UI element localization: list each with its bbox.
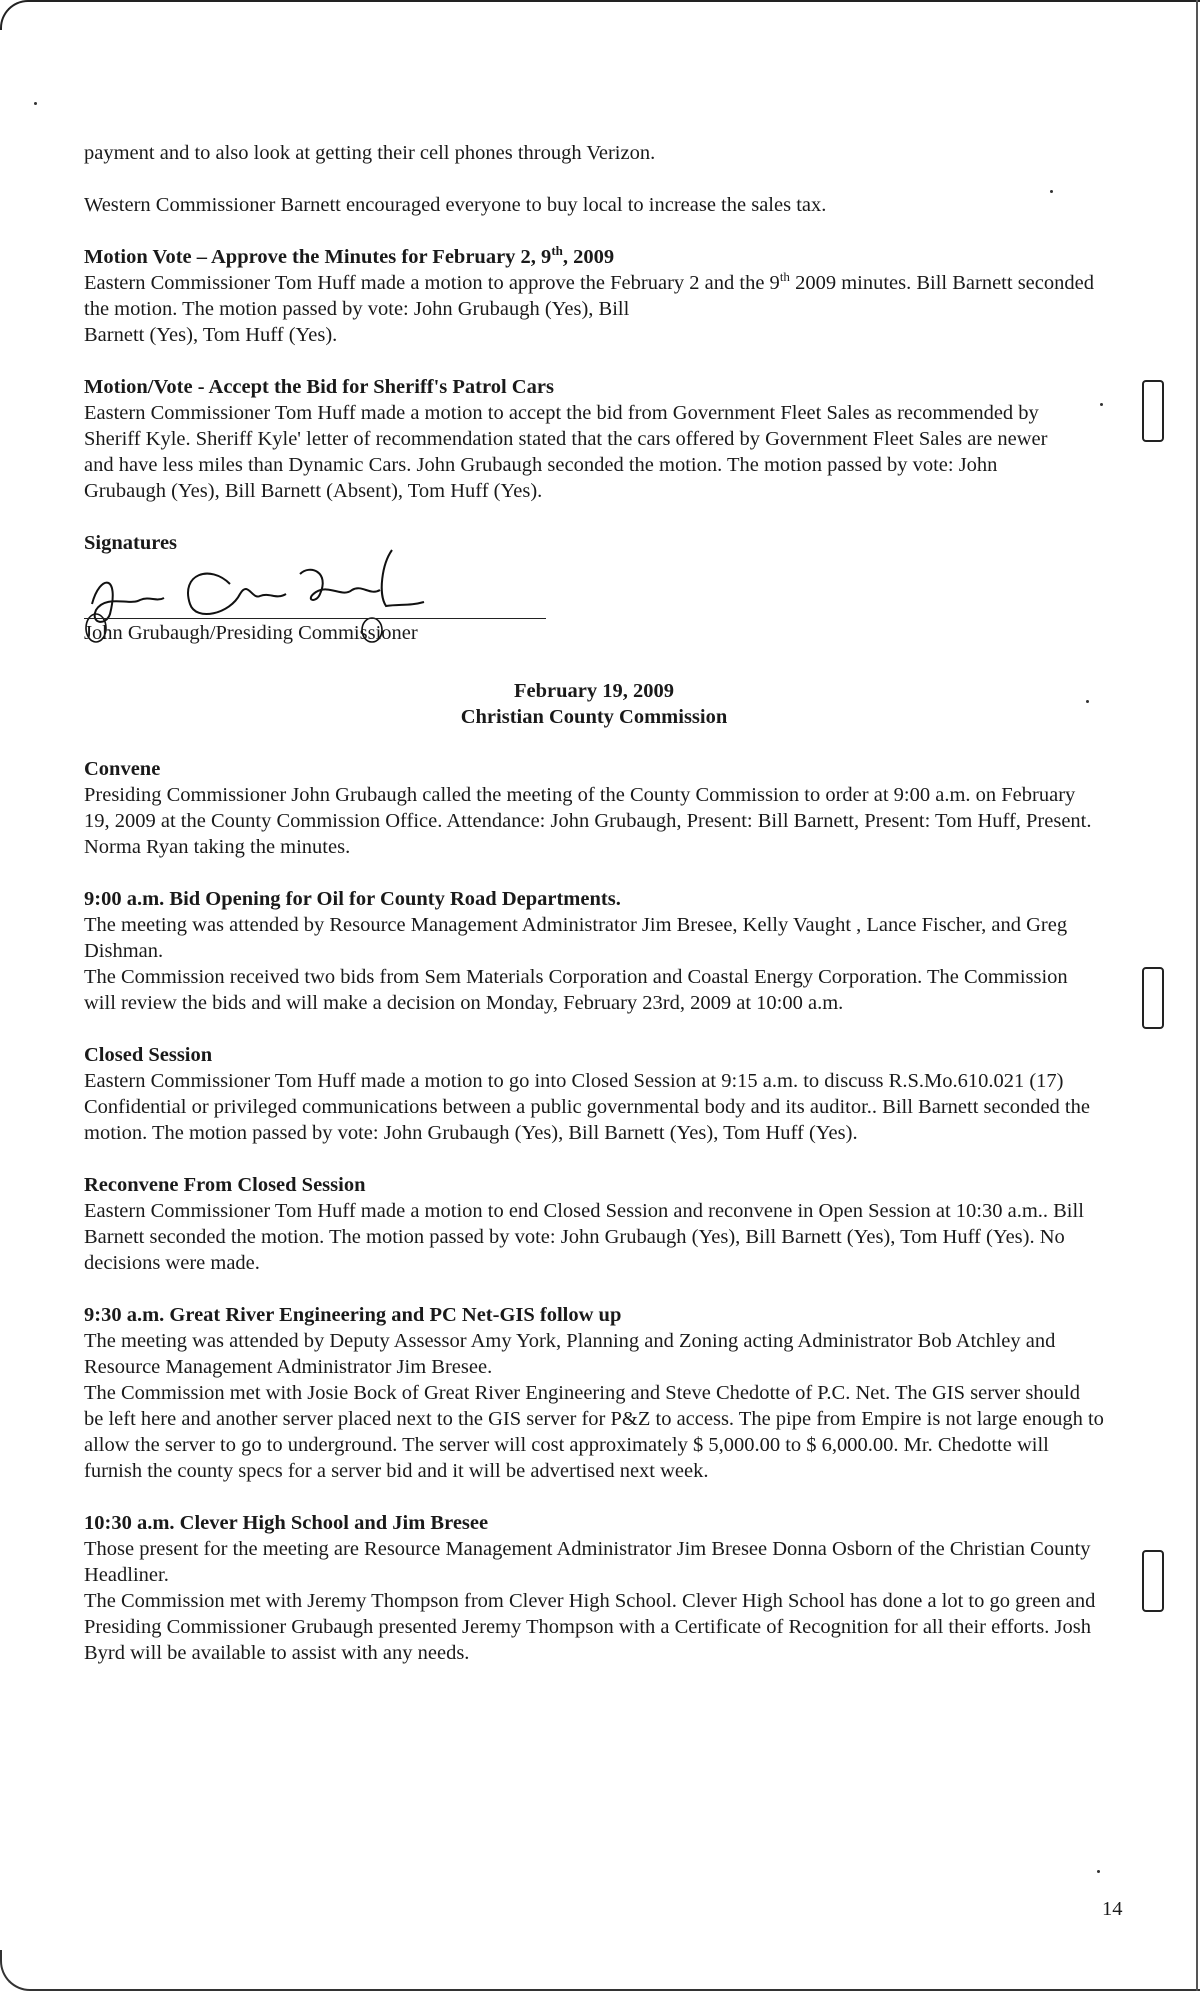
scan-edge-right [1196,0,1198,1991]
section-heading: 10:30 a.m. Clever High School and Jim Bresee [84,1512,489,1534]
section-convene [84,756,1104,860]
section-heading: Reconvene From Closed Session [84,1174,366,1196]
binder-hole-mark [1142,380,1164,442]
section-heading: Closed Session [84,1044,213,1066]
intro-line-1: payment and to also look at getting their cell phones through Verizon. [84,142,656,164]
section-heading: Motion/Vote - Accept the Bid for Sheriff's Patrol Cars [84,376,554,398]
section-clever-high [84,1510,1104,1666]
document-page [84,140,1104,1692]
section-body: Eastern Commissioner Tom Huff made a motion to accept the bid from Government Fleet Sales as recommended by Sheriff Kyle. Sheriff Kyle' letter of recommendation stated that the cars offered by Government Fleet Sales are newer and have less miles than Dynamic Cars. John Grubaugh seconded the motion. The motion passed by vote: John Grubaugh (Yes), Bill Barnett (Absent), Tom Huff (Yes). [84,402,1048,502]
section-great-river [84,1302,1104,1484]
intro-line-2: Western Commissioner Barnett encouraged everyone to buy local to increase the sales tax. [84,194,827,216]
meeting-header [84,678,1104,730]
signature-line [84,618,546,619]
scan-edge-bottom [0,1950,1200,1991]
binder-hole-mark [1142,1550,1164,1612]
section-body: The Commission received two bids from Sem Materials Corporation and Coastal Energy Corporation. The Commission will review the bids and will make a decision on Monday, February 23rd, 2009 at 10:00 a.m. [84,966,1068,1014]
section-body: The meeting was attended by Deputy Assessor Amy York, Planning and Zoning acting Administrator Bob Atchley and Resource Management Administrator Jim Bresee. [84,1330,1056,1378]
section-body: Eastern Commissioner Tom Huff made a motion to approve the February 2 and the 9th 2009 minutes. Bill Barnett seconded the motion. The motion passed by vote: John Grubaugh (Yes), Bill [84,269,1094,320]
section-body: Eastern Commissioner Tom Huff made a motion to end Closed Session and reconvene in Open Session at 10:30 a.m.. Bill Barnett seconded the motion. The motion passed by vote: John Grubaugh (Yes), Bill Barnett (Yes), Tom Huff (Yes). No decisions were made. [84,1200,1084,1274]
binder-hole-mark [1142,967,1164,1029]
section-bid-opening [84,886,1104,1016]
section-reconvene [84,1172,1104,1276]
section-body: Those present for the meeting are Resource Management Administrator Jim Bresee Donna Osborn of the Christian County Headliner. [84,1538,1091,1586]
section-heading: 9:00 a.m. Bid Opening for Oil for County Road Departments. [84,888,621,910]
scan-edge-top [0,0,1200,30]
section-closed-session [84,1042,1104,1146]
section-heading: 9:30 a.m. Great River Engineering and PC Net-GIS follow up [84,1304,622,1326]
section-heading: Motion Vote – Approve the Minutes for February 2, 9th, 2009 [84,243,615,268]
section-body-line-2: Barnett (Yes), Tom Huff (Yes). [84,324,338,346]
signatures-heading: Signatures [84,532,178,554]
section-body: The meeting was attended by Resource Management Administrator Jim Bresee, Kelly Vaught , Lance Fischer, and Greg Dishman. [84,914,1068,962]
section-heading: Convene [84,758,161,780]
scan-speck [34,102,37,105]
page-number: 14 [1102,1898,1123,1920]
section-body: The Commission met with Jeremy Thompson from Clever High School. Clever High School has done a lot to go green and Presiding Commissioner Grubaugh presented Jeremy Thompson with a Certificate of Recognition for all their efforts. Josh Byrd will be available to assist with any needs. [84,1590,1096,1664]
section-body: Eastern Commissioner Tom Huff made a motion to go into Closed Session at 9:15 a.m. to discuss R.S.Mo.610.021 (17) Confidential or privileged communications between a public governmental body and its auditor.. Bill Barnett seconded the motion. The motion passed by vote: John Grubaugh (Yes), Bill Barnett (Yes), Tom Huff (Yes). [84,1070,1090,1144]
scan-speck [1097,1870,1100,1873]
signature-block [84,556,1104,652]
signature-name: John Grubaugh/Presiding Commissioner [84,622,418,644]
section-motion-minutes [84,244,1104,348]
meeting-body: Christian County Commission [460,706,728,728]
meeting-date: February 19, 2009 [514,680,674,702]
section-body: The Commission met with Josie Bock of Great River Engineering and Steve Chedotte of P.C. Net. The GIS server should be left here and another server placed next to the GIS server for P&Z to access. The pipe from Empire is not large enough to allow the server to go to underground. The server will cost approximately $ 5,000.00 to $ 6,000.00. Mr. Chedotte will furnish the county specs for a server bid and it will be advertised next week. [84,1382,1104,1482]
section-body: Presiding Commissioner John Grubaugh called the meeting of the County Commission to order at 9:00 a.m. on February 19, 2009 at the County Commission Office. Attendance: John Grubaugh, Present: Bill Barnett, Present: Tom Huff, Present. Norma Ryan taking the minutes. [84,784,1092,858]
section-motion-bid [84,374,1104,504]
